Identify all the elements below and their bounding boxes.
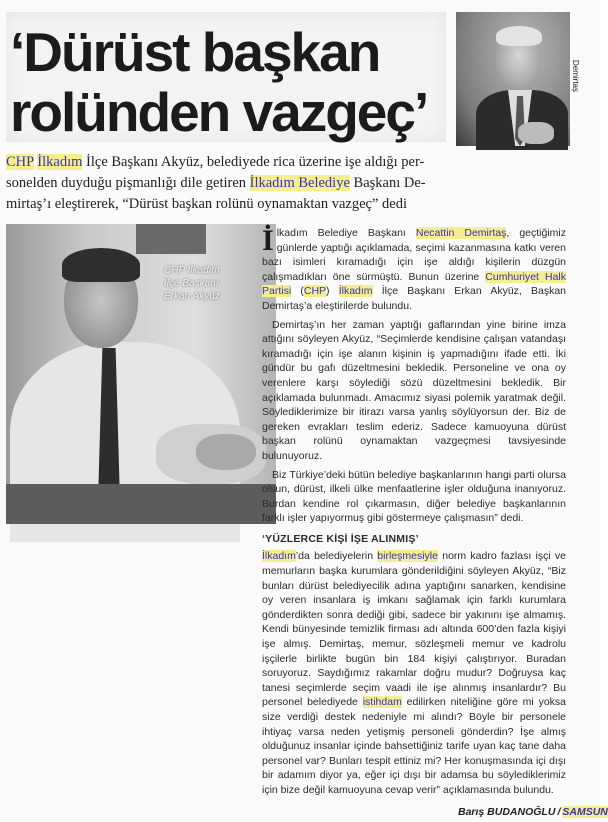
article-text: lkadım Belediye Başkanı <box>276 227 416 239</box>
byline-slash: / <box>557 806 561 818</box>
byline <box>458 806 608 818</box>
article-text: İlçe Başkanı Erkan Akyüz, Başkan Demirtaş’a eleştirilerde bulundu. <box>262 285 567 312</box>
highlight-chp: CHP <box>6 154 34 170</box>
intro-text-3: Başkanı De- <box>349 175 426 191</box>
photo-caption <box>164 264 264 303</box>
headline-line-2: rolünden vazgeç’ <box>10 81 428 143</box>
photo-caption-line: CHP İlkadım <box>164 265 220 276</box>
portrait-photo <box>456 12 570 146</box>
highlight-ilkadim: İlkadım <box>37 154 83 170</box>
article-text: ’da belediyelerin <box>295 550 378 563</box>
intro-text-2: sonelden duyduğu pişmanlığı dile getiren <box>6 175 250 191</box>
article-text: ( <box>291 285 304 298</box>
highlight-birlesme: birleşmesiyle <box>377 550 438 563</box>
article-text: norm kadro fazlası işçi ve memurların başka kurumlara gönderildiğini söyleyen Akyüz, “Biz bunları dürüst belediyecilik adına yaptığını sanarken, kendisine oy veren insanlara iş imkanı sağlamak için farklı kurumlara gönderdikten sonra dediği gibi, sadece bir yakınını işe almamış. Kendi bünyesinde temizlik firması adı altında 600’den fazla kişiyi işe almış. Demirtaş, memur, sözleşmeli memur ve kadrolu işçilerle birlikte bugün bin 184 kişiyi çalıştırıyor. Buradan soruyoruz. Saydığımız rakamlar doğru mudur? Doğruysa kaç tanesi seçimlerde seçim vaadi ile işe alınmış insanlardır? Bu personel belediyede <box>262 550 566 709</box>
intro-paragraph <box>6 152 566 215</box>
article-paragraph <box>262 226 566 314</box>
photo-caption-line: Erkan Akyüz <box>164 291 220 302</box>
highlight-ilkadim-belediye: İlkadım Belediye <box>249 175 350 191</box>
article-text: edilirken niteliğine göre mi yoksa size verdiği destek nedeniyle mi alındı? Böyle bir personele ihtiyaç varsa neden yetişmiş personeli gönderdin? İşe almış olduğunuz insanlar içinde bahsettiğiniz tarife uyan kaç tane daha personel var? Bunları tespit ettiniz mi? Her konuşmasında içi dışı bir adamım diyor ya, eğer içi dışı bir adamsa bu söylediklerimiz için bize değil kamuoyuna cevap verir” açıklamasında bulundu. <box>262 696 566 796</box>
highlight-name: Necattin Demirtaş <box>415 227 507 239</box>
article-paragraph: Biz Türkiye’deki bütün belediye başkanlarının hangi parti olursa olsun, dürüst, ilkeli ülke menfaatlerine işler olduğuna inanıyoruz. Burdan kendine rol çıkarmasın, diğer belediye başkanlarının farklı işler yapıyormuş gibi göstermeye çalışmasın” dedi. <box>262 468 566 525</box>
article-body <box>262 226 566 802</box>
article-text: ) <box>326 285 339 298</box>
akyuz-photo <box>6 224 276 520</box>
highlight-ilkadim-2: İlkadım <box>338 285 373 298</box>
photo-caption-line: İlçe Başkanı <box>164 278 219 289</box>
highlight-party: Cumhuriyet Halk Partisi <box>262 270 566 298</box>
article-text: , geçtiğimiz günlerde yaptığı açıklamada, seçimi kazanmasına katkı veren bazı isimleri kıramadığı için işe aldığı kişilerin düzgün çalışmadıkları öne sürmüştü. Bunun üzerine <box>262 227 566 283</box>
section-subhead: ‘YÜZLERCE KİŞİ İŞE ALINMIŞ’ <box>262 532 419 545</box>
article-paragraph: Demirtaş’ın her zaman yaptığı gaflarından yine birine imza attığını söyleyen Akyüz, “Seçimlerde kendisine çalışan vatandaşı kıramadığı için işe alanın kişinin iş yapmadığını ifade etti. İki gündür bu gafı düzeltmesini bekledik. Personeline ve ona oy verenlere karşı söylediği sözü düzeltmesini bekledik. Bir açıklamada bulunmadı. Amacımız siyasi polemik yaratmak değil. Söylediklerimize bir itirazı varsa yanlış söylüyorsun der. Biz de gereken evrakları teslim ederiz. Sadece kamuoyuna dürüst başkan rolünü oynamaktan vazgeçmesi tavsiyesinde bulunuyoruz. <box>262 318 566 462</box>
headline-box <box>6 12 446 142</box>
highlight-chp-abbr: CHP <box>303 285 327 298</box>
highlight-istihdam: istihdam <box>362 696 402 709</box>
byline-city: SAMSUN <box>562 806 608 818</box>
intro-text-1: İlçe Başkanı Akyüz, belediyede rica üzerine işe aldığı per- <box>82 154 425 170</box>
intro-text-4: mirtaş’ı eleştirerek, “Dürüst başkan rolünü oynamaktan vazgeç” dedi <box>6 196 408 212</box>
byline-author: Barış BUDANOĞLU <box>458 806 556 818</box>
headline-line-1: ‘Dürüst başkan <box>10 21 380 83</box>
portrait-caption: Demirtaş <box>571 60 580 93</box>
highlight-ilkadim-3: İlkadım <box>262 550 296 563</box>
dropcap: İ <box>262 224 274 257</box>
article-paragraph <box>262 549 566 797</box>
